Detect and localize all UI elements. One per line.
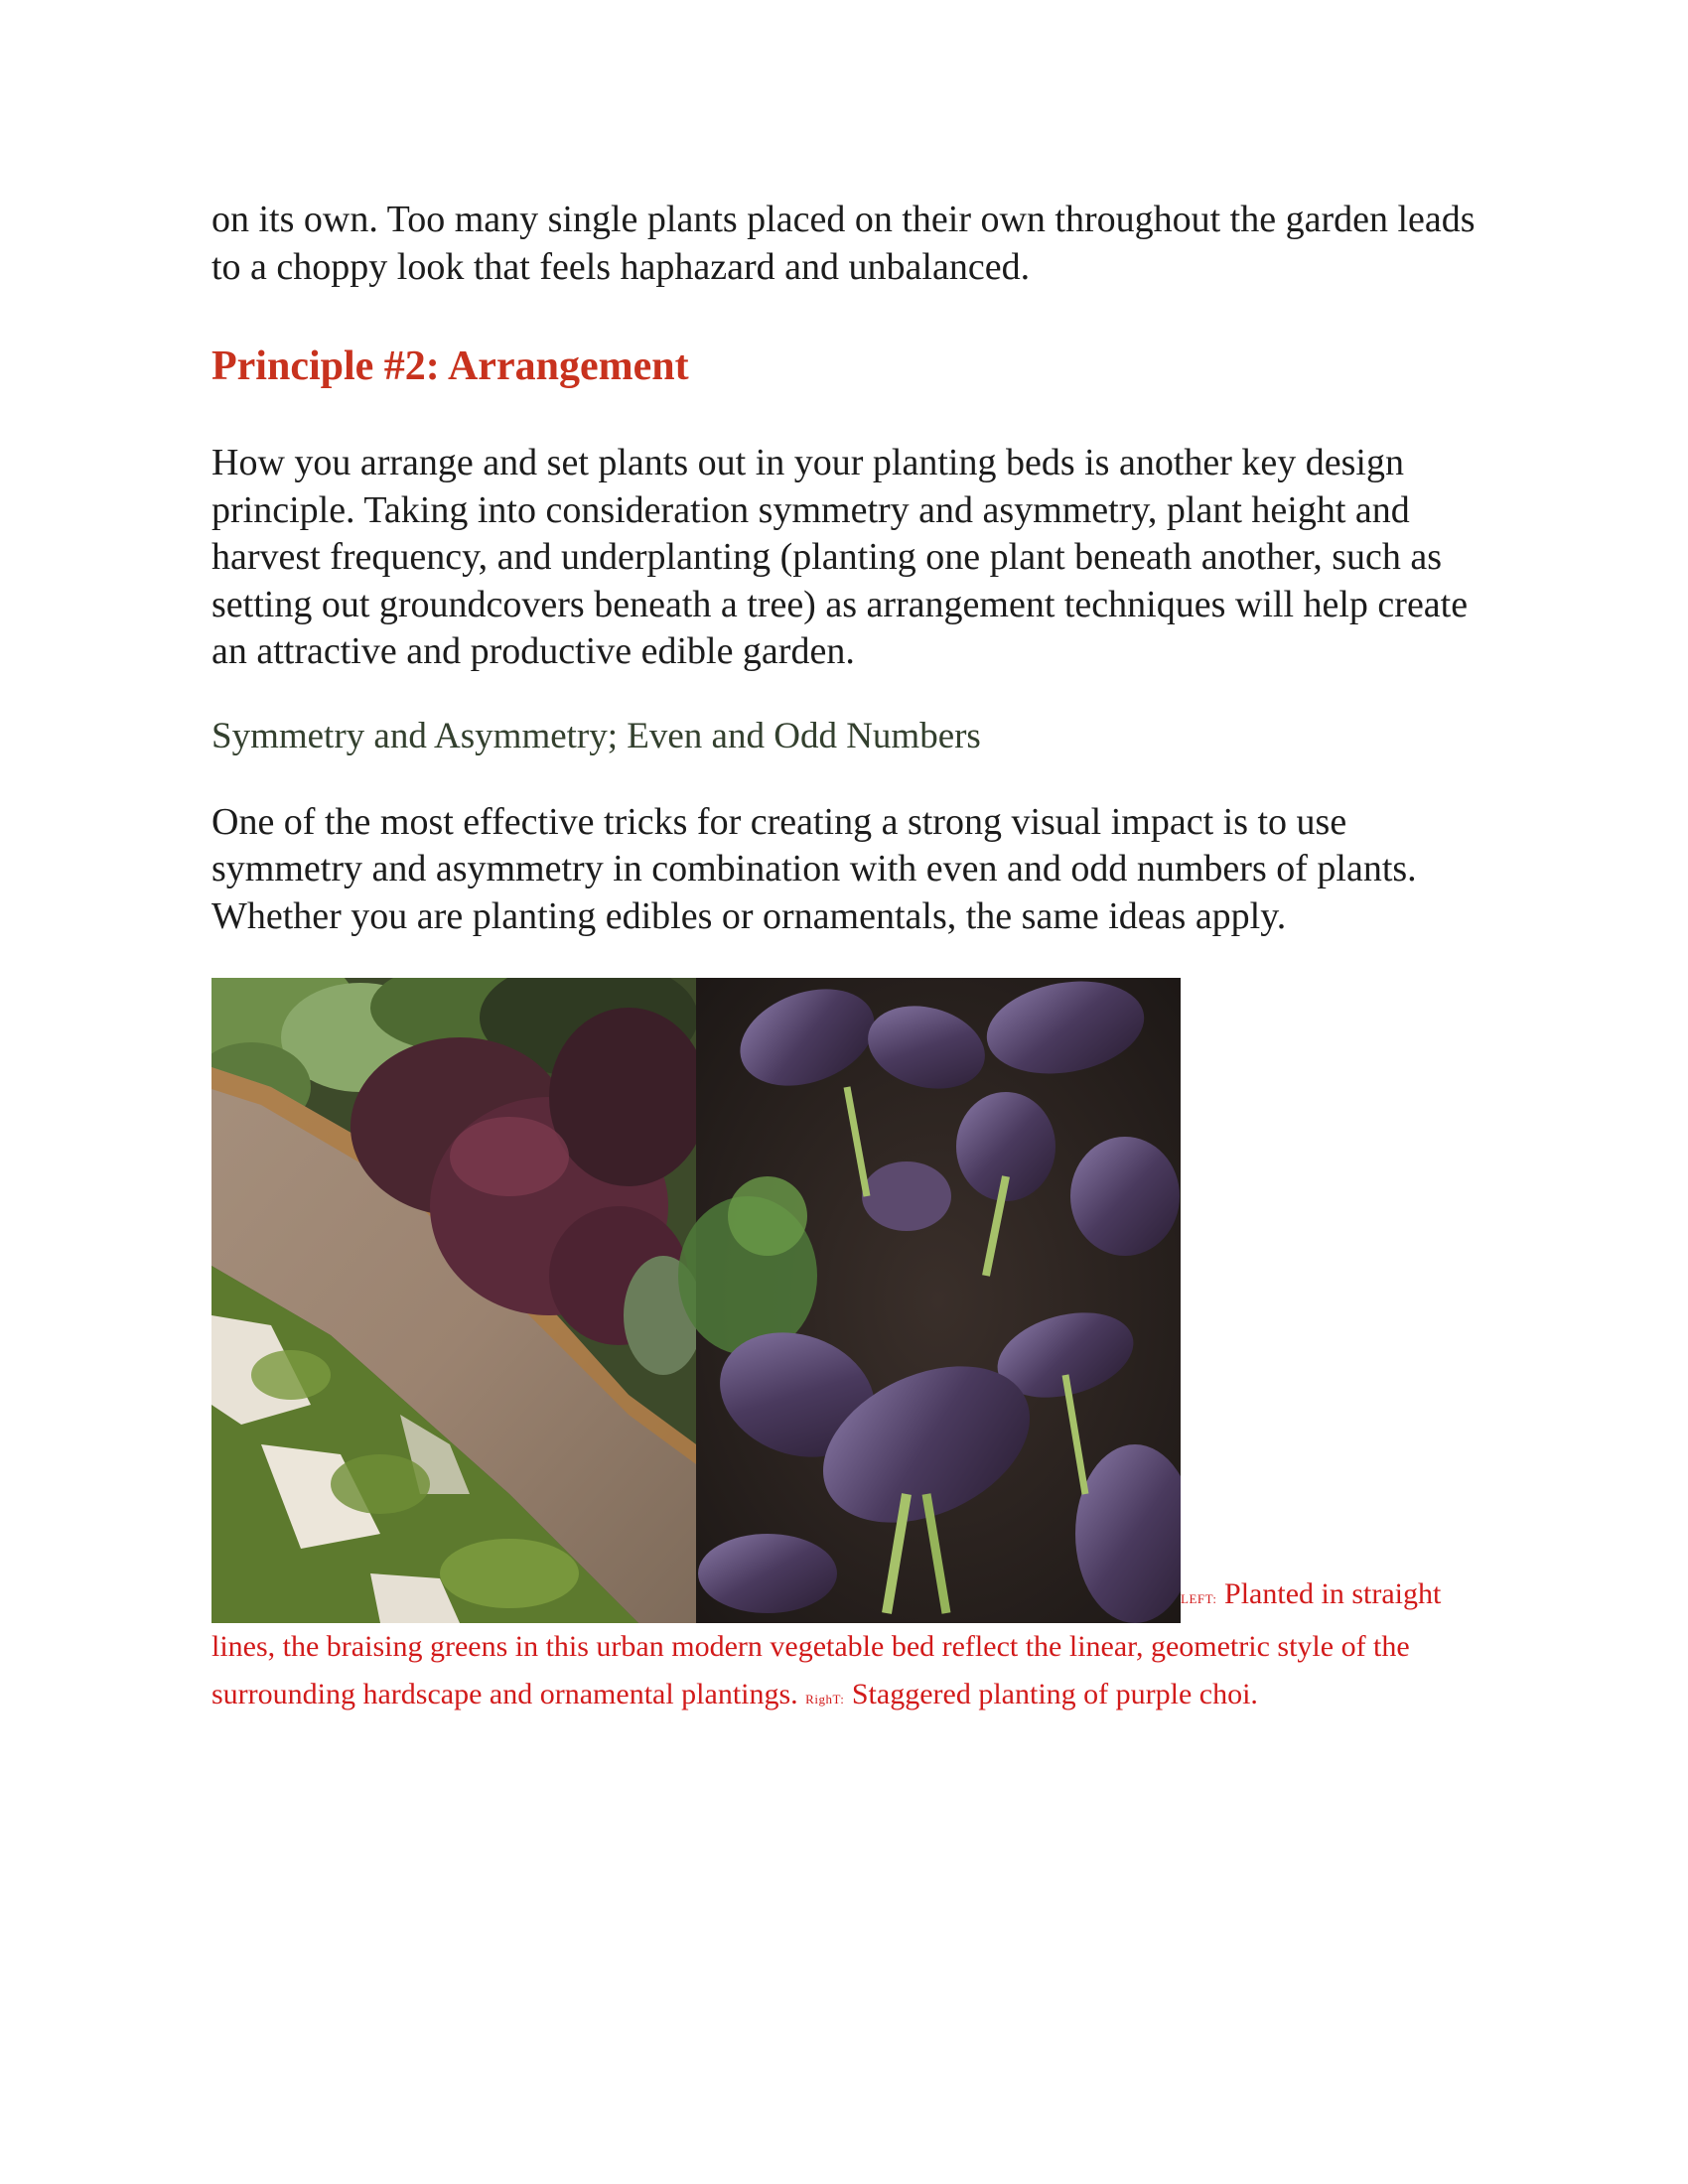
caption-right-text: Staggered planting of purple choi. <box>844 1678 1258 1710</box>
caption-left-label: LEFT: <box>1181 1591 1217 1606</box>
figure-with-caption <box>211 978 1492 1723</box>
intro-paragraph: on its own. Too many single plants placed on their own throughout the garden leads to a choppy look that feels haphazard and unbalanced. <box>211 199 1476 288</box>
symmetry-paragraph: One of the most effective tricks for creating a strong visual impact is to use symmetry and asymmetry in combination with even and odd numbers of plants. Whether you are planting edibles or ornamentals, the same ideas apply. <box>211 800 1417 937</box>
garden-photo-illustration <box>211 978 1181 1623</box>
caption-right-label: RighT: <box>805 1692 845 1706</box>
right-photo-panel <box>678 978 1181 1623</box>
left-photo-panel <box>211 978 708 1623</box>
section-heading: Principle #2: Arrangement <box>211 343 689 389</box>
subsection-heading: Symmetry and Asymmetry; Even and Odd Numbers <box>211 715 981 756</box>
garden-photo <box>211 978 1181 1623</box>
arrangement-paragraph: How you arrange and set plants out in your planting beds is another key design principle. Taking into consideration symmetry and asymmetry, plant height and harvest frequency, and underplanting (planting one plant beneath another, such as setting out groundcovers beneath a tree) as arrangement techniques will help create an attractive and productive edible garden. <box>211 442 1469 672</box>
document-page <box>211 197 1492 1723</box>
caption-left-text: Planted in straight lines, the braising greens in this urban modern vegetable bed reflect the linear, geometric style of the surrounding hardscape and ornamental plantings. <box>211 1577 1442 1710</box>
